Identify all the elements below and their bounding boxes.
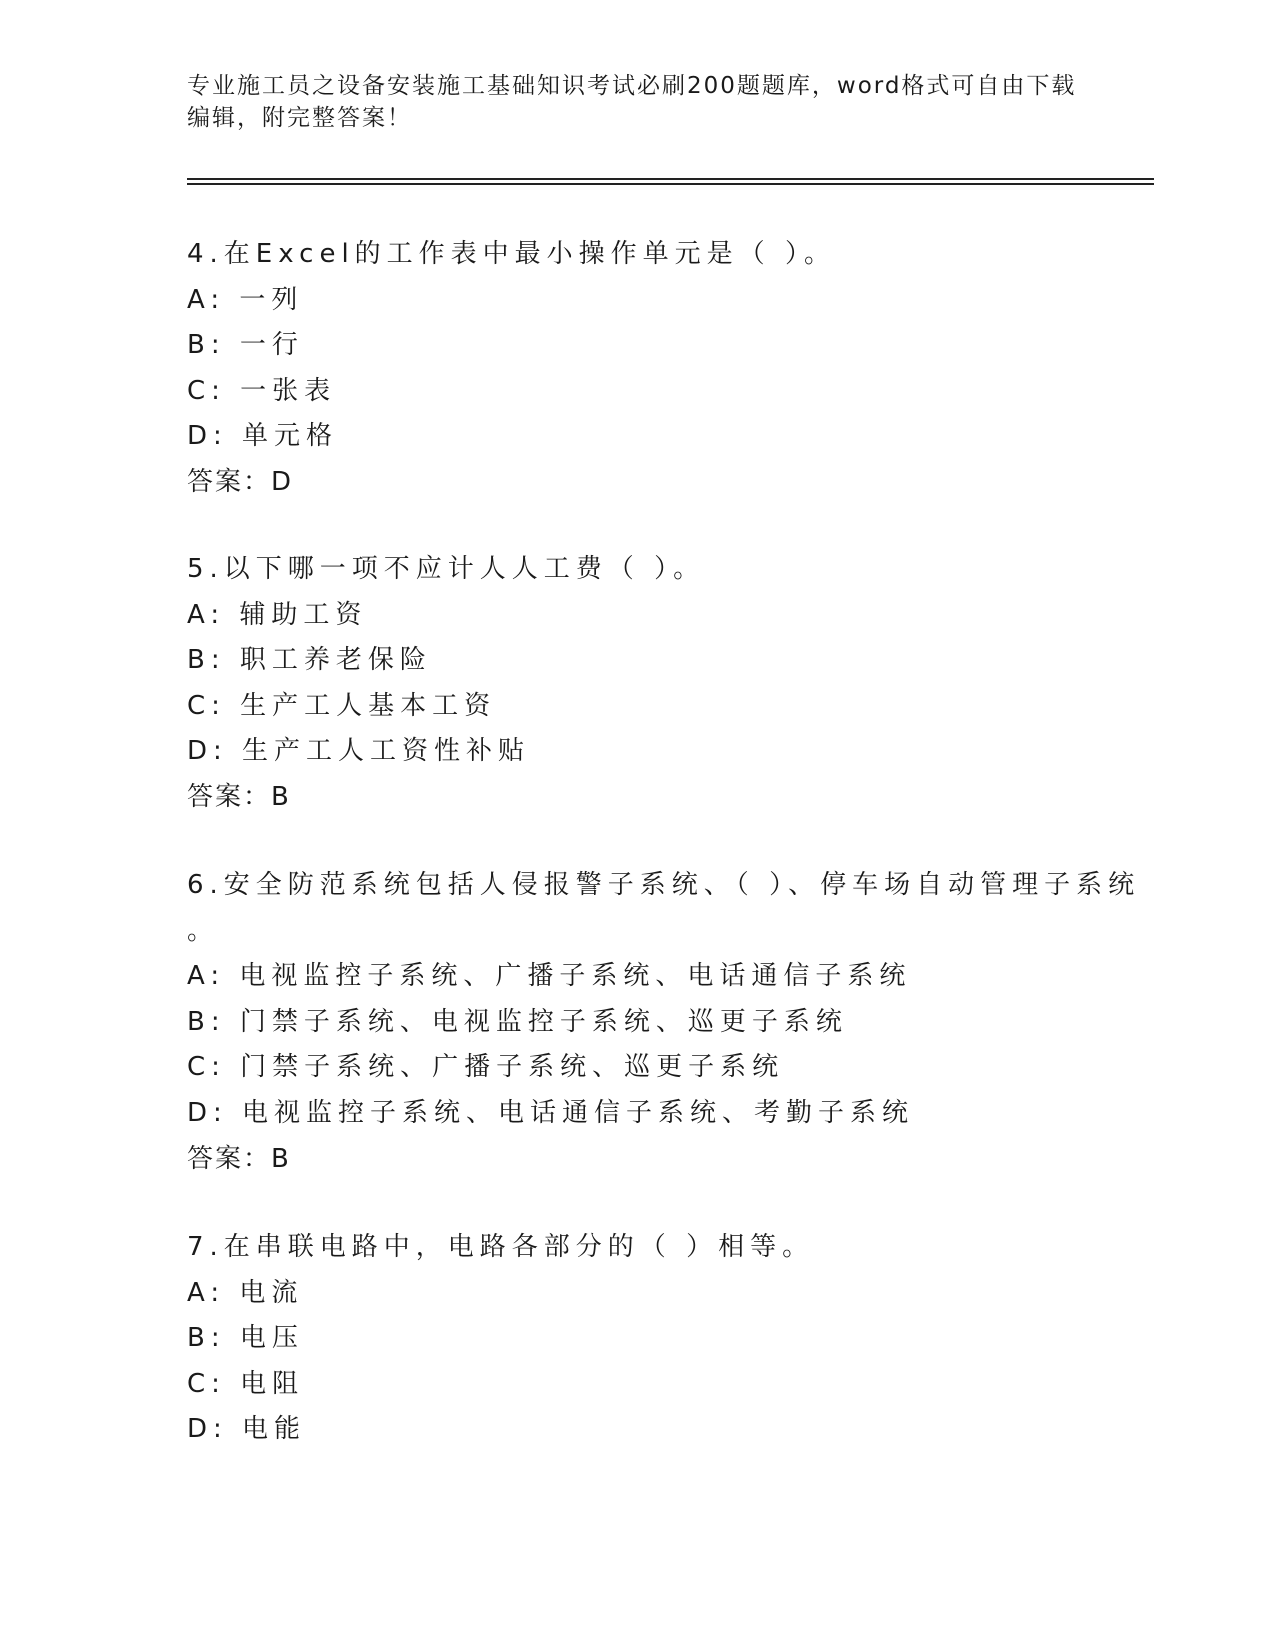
option-c: C: 电阻 (187, 1368, 305, 1399)
option-b: B: 职工养老保险 (187, 645, 432, 676)
header-divider-top (187, 178, 1154, 180)
header-line-2: 编辑，附完整答案！ (187, 105, 412, 131)
option-d: D: 电能 (187, 1414, 307, 1445)
option-c: C: 门禁子系统、广播子系统、巡更子系统 (187, 1052, 785, 1083)
option-c: C: 一张表 (187, 375, 337, 406)
question-stem: 6.安全防范系统包括人侵报警子系统、（ ）、停车场自动管理子系统 (187, 870, 1141, 900)
question-7 (187, 1225, 1137, 1453)
option-a: A: 辅助工资 (187, 599, 368, 630)
question-6 (187, 863, 1141, 1182)
header-divider-bottom (187, 183, 1154, 185)
question-stem: 4.在Excel的工作表中最小操作单元是（ ）。 (187, 239, 836, 269)
question-stem: 5.以下哪一项不应计人人工费（ ）。 (187, 554, 706, 584)
option-b: B: 门禁子系统、电视监控子系统、巡更子系统 (187, 1006, 848, 1037)
option-c: C: 生产工人基本工资 (187, 690, 497, 721)
answer: 答案：D (187, 466, 294, 497)
answer: 答案：B (187, 781, 291, 812)
option-d: D: 电视监控子系统、电话通信子系统、考勤子系统 (187, 1097, 915, 1128)
document-header (187, 70, 1087, 134)
option-a: A: 电流 (187, 1277, 304, 1308)
option-a: A: 电视监控子系统、广播子系统、电话通信子系统 (187, 961, 912, 992)
question-5 (187, 547, 1137, 821)
option-b: B: 电压 (187, 1323, 304, 1354)
question-stem: 7.在串联电路中，电路各部分的（ ）相等。 (187, 1232, 815, 1262)
question-4 (187, 232, 1137, 506)
question-stem-continuation: 。 (187, 915, 220, 946)
option-d: D: 单元格 (187, 421, 339, 452)
answer: 答案：B (187, 1143, 291, 1174)
header-line-1: 专业施工员之设备安装施工基础知识考试必刷200题题库，word格式可自由下载 (187, 73, 1077, 99)
option-a: A: 一列 (187, 284, 304, 315)
option-b: B: 一行 (187, 330, 304, 361)
option-d: D: 生产工人工资性补贴 (187, 736, 531, 767)
